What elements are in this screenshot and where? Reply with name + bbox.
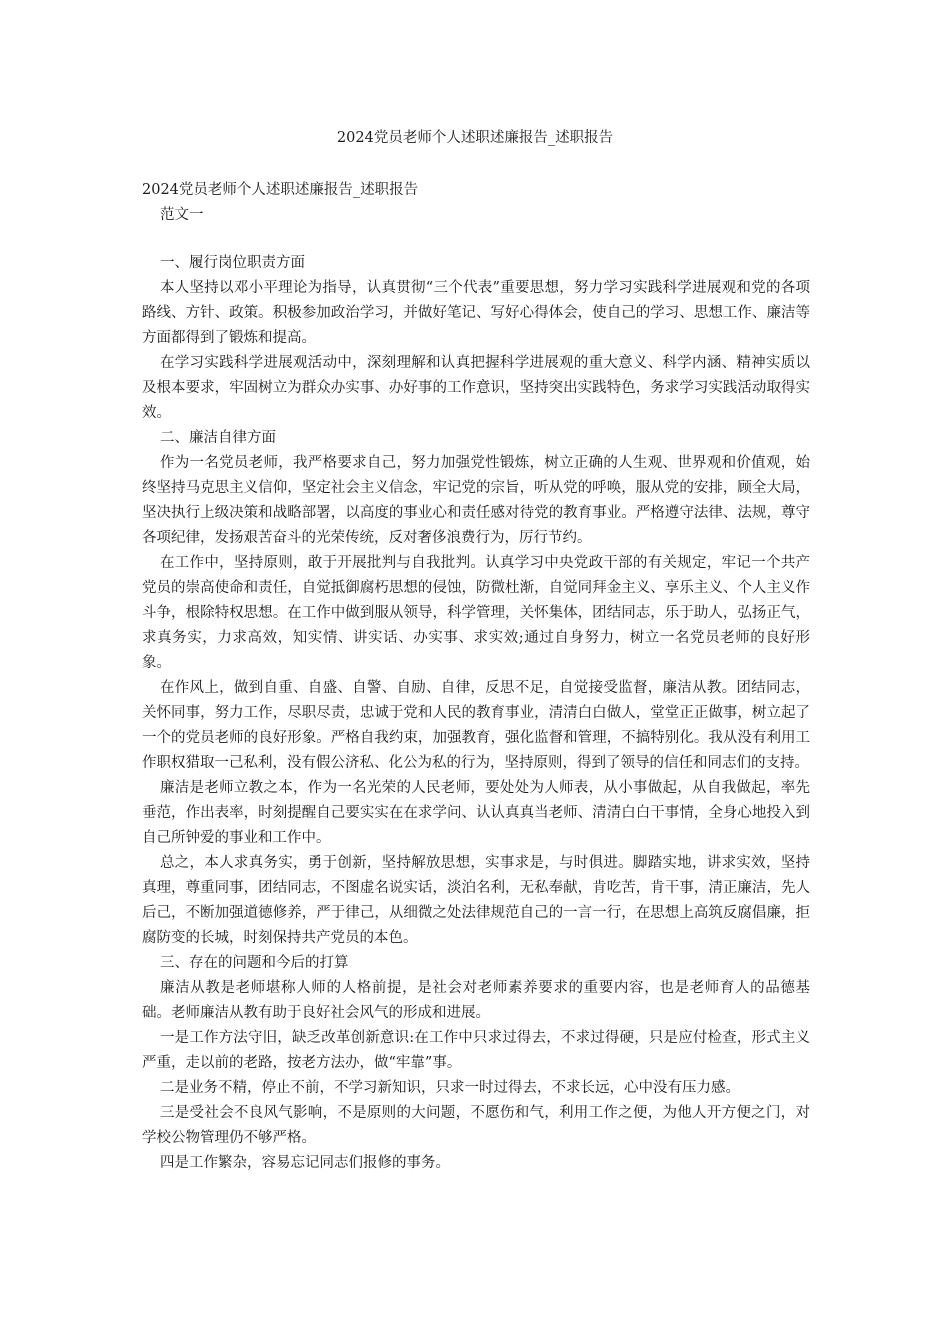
document-body xyxy=(142,178,810,1176)
sample-label: 范文一 xyxy=(160,207,204,223)
paragraph: 廉洁从教是老师堪称人师的人格前提，是社会对老师素养要求的重要内容，也是老师育人的品德基础。老师廉洁从教有助于良好社会风气的形成和进展。 xyxy=(142,980,810,1021)
section-heading: 一、履行岗位职责方面 xyxy=(160,255,305,271)
paragraph: 作为一名党员老师，我严格要求自己，努力加强党性锻炼，树立正确的人生观、世界观和价值观，始终坚持马克思主义信仰，坚定社会主义信念，牢记党的宗旨，听从党的呼唤，服从党的安排，顾全大局，坚决执行上级决策和战略部署，以高度的事业心和责任感对待党的教育事业。严格遵守法律、法规，尊守各项纪律，发扬艰苦奋斗的光荣传统，反对奢侈浪费行为，厉行节约。 xyxy=(142,455,810,546)
paragraph: 在学习实践科学进展观活动中，深刻理解和认真把握科学进展观的重大意义、科学内涵、精神实质以及根本要求，牢固树立为群众办实事、办好事的工作意识，坚持突出实践特色，务求学习实践活动取得实效。 xyxy=(142,355,810,421)
section-heading: 三、存在的问题和今后的打算 xyxy=(160,955,349,971)
paragraph: 本人坚持以邓小平理论为指导，认真贯彻“三个代表”重要思想，努力学习实践科学进展观和党的各项路线、方针、政策。积极参加政治学习，并做好笔记、写好心得体会，使自己的学习、思想工作、廉洁等方面都得到了锻炼和提高。 xyxy=(142,280,810,346)
section-heading: 二、廉洁自律方面 xyxy=(160,430,276,446)
document-subtitle: 2024党员老师个人述职述廉报告_述职报告 xyxy=(142,182,419,198)
blank-line xyxy=(142,228,810,251)
paragraph: 在作风上，做到自重、自盛、自警、自励、自律，反思不足，自觉接受监督，廉洁从教。团结同志，关怀同事，努力工作，尽职尽责，忠诚于党和人民的教育事业，清清白白做人，堂堂正正做事，树立起了一个的党员老师的良好形象。严格自我约束，加强教育，强化监督和管理，不搞特别化。我从没有利用工作职权猎取一己私利，没有假公济私、化公为私的行为，坚持原则，得到了领导的信任和同志们的支持。 xyxy=(142,680,810,771)
paragraph: 在工作中，坚持原则，敢于开展批判与自我批判。认真学习中央党政干部的有关规定，牢记一个共产党员的崇高使命和责任，自觉抵御腐朽思想的侵蚀，防微杜渐，自觉同拜金主义、享乐主义、个人主义作斗争，根除特权思想。在工作中做到服从领导，科学管理，关怀集体，团结同志，乐于助人，弘扬正气，求真务实，力求高效，知实情、讲实话、办实事、求实效;通过自身努力，树立一名党员老师的良好形象。 xyxy=(142,555,810,671)
paragraph: 三是受社会不良风气影响，不是原则的大问题，不愿伤和气，利用工作之便，为他人开方便之门，对学校公物管理仍不够严格。 xyxy=(142,1105,810,1146)
document-title: 2024党员老师个人述职述廉报告_述职报告 xyxy=(336,130,614,146)
paragraph: 廉洁是老师立教之本，作为一名光荣的人民老师，要处处为人师表，从小事做起，从自我做起，率先垂范，作出表率，时刻提醒自己要实实在在求学问、认认真真当老师、清清白白干事情，全身心地投入到自己所钟爱的事业和工作中。 xyxy=(142,780,810,846)
paragraph: 一是工作方法守旧，缺乏改革创新意识:在工作中只求过得去，不求过得硬，只是应付检查，形式主义严重，走以前的老路，按老方法办，做“牢靠”事。 xyxy=(142,1030,810,1071)
paragraph: 四是工作繁杂，容易忘记同志们报修的事务。 xyxy=(160,1155,450,1171)
paragraph: 总之，本人求真务实，勇于创新，坚持解放思想，实事求是，与时俱进。脚踏实地，讲求实效，坚持真理，尊重同事，团结同志，不图虚名说实话，淡泊名利，无私奉献，肯吃苦，肯干事，清正廉洁，先人后己，不断加强道德修养，严于律己，从细微之处法律规范自己的一言一行，在思想上高筑反腐倡廉，拒腐防变的长城，时刻保持共产党员的本色。 xyxy=(142,855,810,946)
paragraph: 二是业务不精，停止不前，不学习新知识，只求一时过得去，不求长远，心中没有压力感。 xyxy=(160,1080,740,1096)
